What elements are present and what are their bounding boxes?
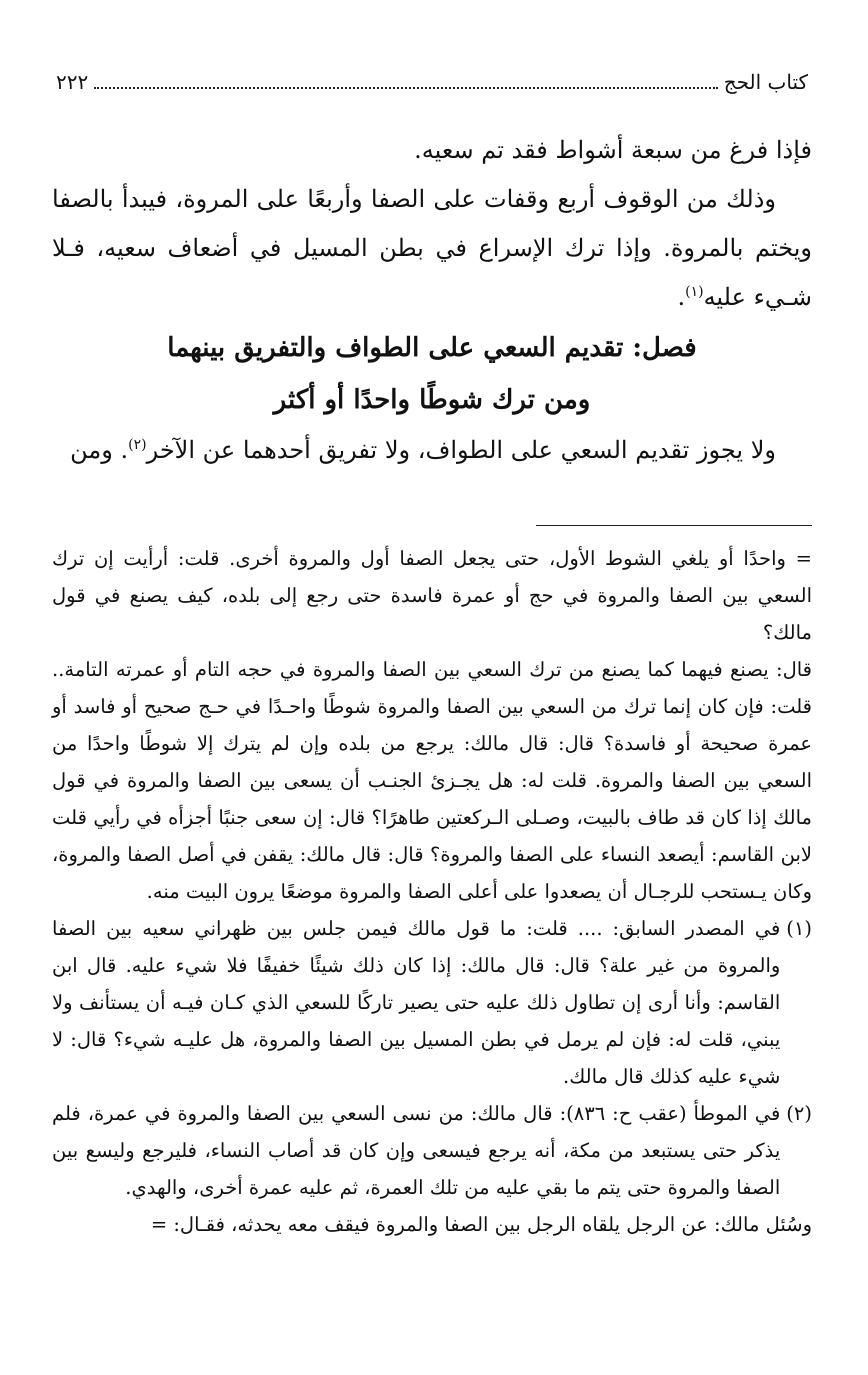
paragraph-2-text: وذلك من الوقوف أربع وقفات على الصفا وأربعًا على المروة، فيبدأ بالصفا ويختم بالمروة. وإذا ترك الإسراع في بطن المسيل في أضعاف سعيه، فـلا شـيء عليه (52, 185, 813, 311)
footnote-1 (52, 910, 812, 1095)
running-header (56, 70, 808, 102)
footnote-ref-1: (١) (685, 284, 704, 300)
paragraph-3-text: ولا يجوز تقديم السعي على الطواف، ولا تفريق أحدهما عن الآخر (146, 436, 776, 464)
footnote-separator (536, 525, 812, 526)
paragraph-3-end: . ومن (70, 436, 129, 464)
paragraph-3 (52, 426, 812, 475)
page-number: ٢٢٢ (56, 70, 89, 94)
footnote-last-line: وسُئل مالك: عن الرجل يلقاه الرجل بين الصفا والمروة فيقف معه يحدثه، فقـال: = (150, 1213, 812, 1236)
footnote-1-text: في المصدر السابق: .... قلت: ما قول مالك فيمن جلس بين ظهراني سعيه بين الصفا والمروة من غير علة؟ قال: قال مالك: إذا كان ذلك شيئًا خفيفًا فلا شيء عليه. قال ابن القاسم: وأنا أرى إن تطاول ذلك عليه حتى يصير تاركًا للسعي الذي كـان فيـه أن يستأنف ولا يبني، قلت له: فإن لم يرمل في بطن المسيل بين الصفا والمروة، هل عليـه شيء؟ قال: لا شيء عليه كذلك قال مالك. (52, 917, 781, 1088)
section-title-line-1: فصل: تقديم السعي على الطواف والتفريق بينهما (167, 333, 697, 363)
footnotes (52, 540, 812, 1243)
footnote-2 (52, 1095, 812, 1206)
footnote-2-number: (٢) (786, 1102, 812, 1125)
footnote-ref-2: (٢) (128, 437, 147, 453)
book-title: كتاب الحج (723, 70, 808, 94)
paragraph-1: فإذا فرغ من سبعة أشواط فقد تم سعيه. (414, 136, 812, 164)
main-text (52, 126, 812, 475)
dotted-leader (94, 73, 717, 89)
footnote-continuation-2: قال: يصنع فيهما كما يصنع من ترك السعي بين الصفا والمروة في حجه التام أو عمرته التامة.. قلت: فإن كان إنما ترك من السعي بين الصفا والمروة شوطًا واحـدًا في حـج صحيح أو فاسد أو عمرة صحيحة أو فاسدة؟ قال: قال مالك: يرجع من بلده وإن لم يترك إلا شوطًا واحدًا من السعي بين الصفا والمروة. قلت له: هل يجـزئ الجنـب أن يسعى بين الصفا والمروة في قول مالك إذا كان قد طاف بالبيت، وصـلى الـركعتين طاهرًا؟ قال: إن سعى جنبًا أجزأه في رأيي قلت لابن القاسم: أيصعد النساء على الصفا والمروة؟ قال: قال مالك: يقفن في أصل الصفا والمروة، وكان يـستحب للرجـال أن يصعدوا على أعلى الصفا والمروة موضعًا يرون البيت منه. (52, 658, 812, 903)
section-title-line-2: ومن ترك شوطًا واحدًا أو أكثر (273, 385, 591, 415)
paragraph-2 (52, 175, 812, 322)
footnote-2-text: في الموطأ (عقب ح: ٨٣٦): قال مالك: من نسى السعي بين الصفا والمروة في عمرة، فلم يذكر حتى يستبعد من مكة، أنه يرجع فيسعى وإن كان قد أصاب النساء، فليرجع وليسع بين الصفا والمروة حتى يتم ما بقي عليه من تلك العمرة، ثم عليه عمرة أخرى، والهدي. (52, 1102, 781, 1199)
footnote-1-number: (١) (786, 917, 812, 940)
footnote-continuation: = واحدًا أو يلغي الشوط الأول، حتى يجعل الصفا أول والمروة أخرى. قلت: أرأيت إن ترك السعي بين الصفا والمروة في حج أو عمرة فاسدة حتى رجع إلى بلده، كيف يصنع في قول مالك؟ (52, 547, 812, 644)
paragraph-2-end: . (677, 283, 686, 311)
